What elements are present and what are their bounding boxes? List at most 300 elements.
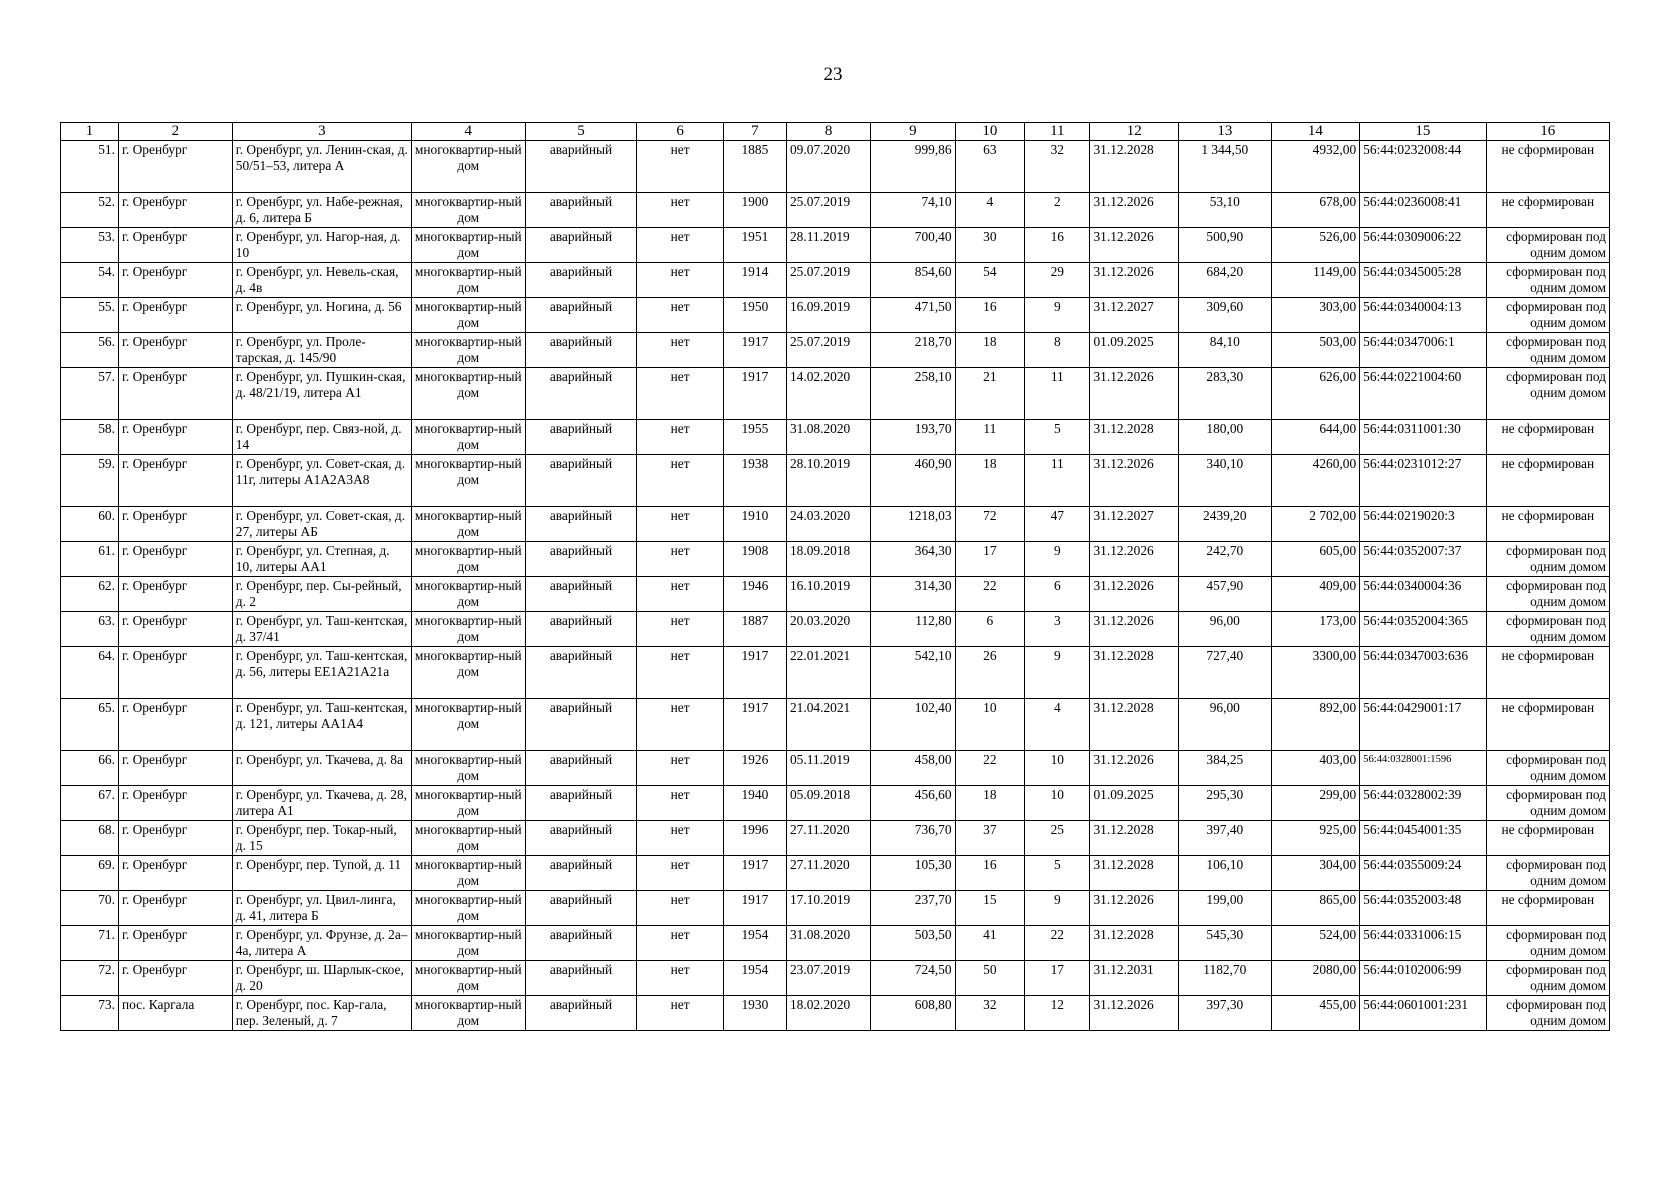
cell-area-residential: 727,40 (1178, 647, 1271, 699)
cell-row-number: 64. (61, 647, 119, 699)
cell-resettlement-date: 31.12.2028 (1090, 420, 1179, 455)
cell-resettlement-date: 31.12.2026 (1090, 228, 1179, 263)
cell-cadastral-number: 56:44:0340004:13 (1360, 298, 1486, 333)
cell-recognition-date: 20.03.2020 (786, 612, 870, 647)
cell-residents: 22 (955, 577, 1025, 612)
cell-house-type: многоквартир-ный дом (411, 751, 525, 786)
cell-recognition-date: 21.04.2021 (786, 699, 870, 751)
cell-recognition-date: 31.08.2020 (786, 926, 870, 961)
cell-area-residential: 340,10 (1178, 455, 1271, 507)
cell-house-type: многоквартир-ный дом (411, 368, 525, 420)
cell-resettlement-date: 31.12.2028 (1090, 926, 1179, 961)
cell-cadastral-number: 56:44:0347006:1 (1360, 333, 1486, 368)
cell-land-area: 299,00 (1271, 786, 1360, 821)
cell-build-year: 1954 (723, 961, 786, 996)
cell-area-residential: 457,90 (1178, 577, 1271, 612)
cell-cadastral-number: 56:44:0232008:44 (1360, 141, 1486, 193)
cell-settlement: г. Оренбург (118, 891, 232, 926)
cell-total-area: 736,70 (871, 821, 955, 856)
cell-land-area: 4260,00 (1271, 455, 1360, 507)
cell-cadastral-number: 56:44:0345005:28 (1360, 263, 1486, 298)
cell-row-number: 68. (61, 821, 119, 856)
cell-land-status: не сформирован (1486, 647, 1609, 699)
cell-total-area: 542,10 (871, 647, 955, 699)
cell-demolished: нет (637, 961, 723, 996)
cell-house-type: многоквартир-ный дом (411, 455, 525, 507)
column-header-9: 9 (871, 123, 955, 141)
cell-area-residential: 96,00 (1178, 699, 1271, 751)
cell-row-number: 61. (61, 542, 119, 577)
cell-address: г. Оренбург, ул. Проле-тарская, д. 145/90 (232, 333, 411, 368)
cell-land-status: не сформирован (1486, 507, 1609, 542)
cell-land-area: 865,00 (1271, 891, 1360, 926)
cell-recognition-date: 24.03.2020 (786, 507, 870, 542)
cell-land-area: 304,00 (1271, 856, 1360, 891)
cell-rooms: 5 (1025, 856, 1090, 891)
cell-address: г. Оренбург, ул. Совет-ская, д. 27, литеры АБ (232, 507, 411, 542)
cell-row-number: 53. (61, 228, 119, 263)
cell-demolished: нет (637, 786, 723, 821)
column-header-16: 16 (1486, 123, 1609, 141)
cell-condition: аварийный (525, 368, 637, 420)
table-row (61, 263, 1610, 298)
cell-total-area: 456,60 (871, 786, 955, 821)
cell-resettlement-date: 31.12.2026 (1090, 542, 1179, 577)
cell-demolished: нет (637, 577, 723, 612)
cell-cadastral-number: 56:44:0352007:37 (1360, 542, 1486, 577)
cell-total-area: 193,70 (871, 420, 955, 455)
cell-build-year: 1946 (723, 577, 786, 612)
cell-house-type: многоквартир-ный дом (411, 961, 525, 996)
cell-area-residential: 84,10 (1178, 333, 1271, 368)
cell-address: г. Оренбург, ул. Набе-режная, д. 6, литера Б (232, 193, 411, 228)
column-header-2: 2 (118, 123, 232, 141)
cell-land-status: не сформирован (1486, 420, 1609, 455)
cell-recognition-date: 18.02.2020 (786, 996, 870, 1031)
cell-address: г. Оренбург, ул. Нагор-ная, д. 10 (232, 228, 411, 263)
cell-cadastral-number: 56:44:0311001:30 (1360, 420, 1486, 455)
cell-house-type: многоквартир-ный дом (411, 786, 525, 821)
cell-resettlement-date: 31.12.2026 (1090, 263, 1179, 298)
cell-house-type: многоквартир-ный дом (411, 507, 525, 542)
cell-rooms: 6 (1025, 577, 1090, 612)
cell-row-number: 62. (61, 577, 119, 612)
table-row (61, 507, 1610, 542)
cell-condition: аварийный (525, 507, 637, 542)
column-header-4: 4 (411, 123, 525, 141)
table-row (61, 193, 1610, 228)
cell-demolished: нет (637, 455, 723, 507)
cell-address: г. Оренбург, ул. Ткачева, д. 28, литера А1 (232, 786, 411, 821)
cell-rooms: 12 (1025, 996, 1090, 1031)
cell-build-year: 1900 (723, 193, 786, 228)
cell-cadastral-number: 56:44:0231012:27 (1360, 455, 1486, 507)
cell-total-area: 364,30 (871, 542, 955, 577)
cell-address: г. Оренбург, ул. Степная, д. 10, литеры АА1 (232, 542, 411, 577)
cell-cadastral-number: 56:44:0102006:99 (1360, 961, 1486, 996)
cell-land-status: сформирован под одним домом (1486, 996, 1609, 1031)
cell-cadastral-number: 56:44:0328001:1596 (1360, 751, 1486, 786)
cell-house-type: многоквартир-ный дом (411, 263, 525, 298)
cell-demolished: нет (637, 542, 723, 577)
column-header-5: 5 (525, 123, 637, 141)
cell-rooms: 17 (1025, 961, 1090, 996)
cell-land-area: 626,00 (1271, 368, 1360, 420)
cell-house-type: многоквартир-ный дом (411, 193, 525, 228)
cell-residents: 6 (955, 612, 1025, 647)
cell-land-status: не сформирован (1486, 821, 1609, 856)
cell-residents: 15 (955, 891, 1025, 926)
cell-recognition-date: 17.10.2019 (786, 891, 870, 926)
cell-condition: аварийный (525, 455, 637, 507)
table-row (61, 961, 1610, 996)
column-header-10: 10 (955, 123, 1025, 141)
cell-rooms: 9 (1025, 891, 1090, 926)
table-row (61, 856, 1610, 891)
cell-address: г. Оренбург, ш. Шарлык-ское, д. 20 (232, 961, 411, 996)
cell-total-area: 999,86 (871, 141, 955, 193)
cell-resettlement-date: 31.12.2026 (1090, 751, 1179, 786)
cell-land-status: сформирован под одним домом (1486, 542, 1609, 577)
table-row (61, 298, 1610, 333)
cell-settlement: г. Оренбург (118, 612, 232, 647)
cell-condition: аварийный (525, 298, 637, 333)
cell-land-status: сформирован под одним домом (1486, 961, 1609, 996)
cell-land-status: сформирован под одним домом (1486, 786, 1609, 821)
cell-condition: аварийный (525, 699, 637, 751)
cell-address: г. Оренбург, ул. Ткачева, д. 8а (232, 751, 411, 786)
page-number: 23 (823, 64, 843, 85)
cell-condition: аварийный (525, 821, 637, 856)
cell-address: г. Оренбург, ул. Пушкин-ская, д. 48/21/19, литера А1 (232, 368, 411, 420)
cell-address: г. Оренбург, ул. Фрунзе, д. 2а–4а, литера А (232, 926, 411, 961)
cell-demolished: нет (637, 298, 723, 333)
table-row (61, 228, 1610, 263)
cell-total-area: 471,50 (871, 298, 955, 333)
cell-rooms: 32 (1025, 141, 1090, 193)
cell-house-type: многоквартир-ный дом (411, 926, 525, 961)
cell-residents: 37 (955, 821, 1025, 856)
cell-address: г. Оренбург, пер. Связ-ной, д. 14 (232, 420, 411, 455)
cell-condition: аварийный (525, 786, 637, 821)
table-row (61, 647, 1610, 699)
cell-resettlement-date: 31.12.2026 (1090, 612, 1179, 647)
cell-area-residential: 684,20 (1178, 263, 1271, 298)
cell-build-year: 1940 (723, 786, 786, 821)
cell-land-area: 678,00 (1271, 193, 1360, 228)
cell-build-year: 1996 (723, 821, 786, 856)
cell-row-number: 72. (61, 961, 119, 996)
cell-residents: 17 (955, 542, 1025, 577)
cell-land-area: 644,00 (1271, 420, 1360, 455)
cell-resettlement-date: 31.12.2028 (1090, 821, 1179, 856)
cell-recognition-date: 05.09.2018 (786, 786, 870, 821)
cell-address: г. Оренбург, ул. Ленин-ская, д. 50/51–53, литера А (232, 141, 411, 193)
column-header-1: 1 (61, 123, 119, 141)
cell-cadastral-number: 56:44:0331006:15 (1360, 926, 1486, 961)
cell-row-number: 59. (61, 455, 119, 507)
cell-settlement: г. Оренбург (118, 193, 232, 228)
cell-cadastral-number: 56:44:0352004:365 (1360, 612, 1486, 647)
cell-house-type: многоквартир-ный дом (411, 228, 525, 263)
cell-residents: 50 (955, 961, 1025, 996)
cell-area-residential: 2439,20 (1178, 507, 1271, 542)
cell-house-type: многоквартир-ный дом (411, 891, 525, 926)
cell-settlement: г. Оренбург (118, 699, 232, 751)
cell-total-area: 105,30 (871, 856, 955, 891)
cell-house-type: многоквартир-ный дом (411, 333, 525, 368)
cell-house-type: многоквартир-ный дом (411, 612, 525, 647)
cell-recognition-date: 28.10.2019 (786, 455, 870, 507)
cell-address: г. Оренбург, пер. Сы-рейный, д. 2 (232, 577, 411, 612)
cell-build-year: 1917 (723, 699, 786, 751)
cell-address: г. Оренбург, пос. Кар-гала, пер. Зеленый, д. 7 (232, 996, 411, 1031)
cell-row-number: 55. (61, 298, 119, 333)
cell-area-residential: 545,30 (1178, 926, 1271, 961)
cell-area-residential: 397,40 (1178, 821, 1271, 856)
cell-land-status: сформирован под одним домом (1486, 263, 1609, 298)
cell-build-year: 1908 (723, 542, 786, 577)
column-header-12: 12 (1090, 123, 1179, 141)
cell-settlement: г. Оренбург (118, 786, 232, 821)
table-row (61, 141, 1610, 193)
cell-resettlement-date: 31.12.2028 (1090, 856, 1179, 891)
cell-land-status: сформирован под одним домом (1486, 612, 1609, 647)
cell-area-residential: 309,60 (1178, 298, 1271, 333)
cell-area-residential: 180,00 (1178, 420, 1271, 455)
cell-residents: 18 (955, 455, 1025, 507)
cell-residents: 30 (955, 228, 1025, 263)
column-header-11: 11 (1025, 123, 1090, 141)
cell-residents: 11 (955, 420, 1025, 455)
cell-build-year: 1955 (723, 420, 786, 455)
cell-total-area: 608,80 (871, 996, 955, 1031)
cell-recognition-date: 27.11.2020 (786, 821, 870, 856)
table-row (61, 577, 1610, 612)
cell-total-area: 854,60 (871, 263, 955, 298)
cell-demolished: нет (637, 263, 723, 298)
cell-rooms: 4 (1025, 699, 1090, 751)
cell-land-status: не сформирован (1486, 141, 1609, 193)
cell-row-number: 57. (61, 368, 119, 420)
cell-build-year: 1951 (723, 228, 786, 263)
cell-land-status: не сформирован (1486, 455, 1609, 507)
cell-house-type: многоквартир-ный дом (411, 821, 525, 856)
cell-area-residential: 96,00 (1178, 612, 1271, 647)
cell-resettlement-date: 31.12.2026 (1090, 193, 1179, 228)
cell-total-area: 314,30 (871, 577, 955, 612)
table-row (61, 612, 1610, 647)
cell-land-area: 3300,00 (1271, 647, 1360, 699)
cell-condition: аварийный (525, 577, 637, 612)
cell-land-status: сформирован под одним домом (1486, 228, 1609, 263)
cell-address: г. Оренбург, ул. Ногина, д. 56 (232, 298, 411, 333)
cell-cadastral-number: 56:44:0347003:636 (1360, 647, 1486, 699)
cell-build-year: 1885 (723, 141, 786, 193)
cell-settlement: г. Оренбург (118, 647, 232, 699)
table-row (61, 786, 1610, 821)
cell-area-residential: 384,25 (1178, 751, 1271, 786)
cell-resettlement-date: 31.12.2026 (1090, 891, 1179, 926)
cell-land-area: 4932,00 (1271, 141, 1360, 193)
cell-land-area: 503,00 (1271, 333, 1360, 368)
cell-cadastral-number: 56:44:0355009:24 (1360, 856, 1486, 891)
cell-row-number: 66. (61, 751, 119, 786)
cell-residents: 63 (955, 141, 1025, 193)
cell-land-area: 303,00 (1271, 298, 1360, 333)
cell-land-status: сформирован под одним домом (1486, 856, 1609, 891)
cell-residents: 10 (955, 699, 1025, 751)
cell-demolished: нет (637, 141, 723, 193)
cell-condition: аварийный (525, 996, 637, 1031)
cell-area-residential: 397,30 (1178, 996, 1271, 1031)
cell-demolished: нет (637, 996, 723, 1031)
cell-land-area: 524,00 (1271, 926, 1360, 961)
cell-address: г. Оренбург, пер. Токар-ный, д. 15 (232, 821, 411, 856)
cell-build-year: 1914 (723, 263, 786, 298)
cell-land-area: 403,00 (1271, 751, 1360, 786)
cell-house-type: многоквартир-ный дом (411, 298, 525, 333)
cell-build-year: 1917 (723, 368, 786, 420)
cell-cadastral-number: 56:44:0328002:39 (1360, 786, 1486, 821)
cell-residents: 26 (955, 647, 1025, 699)
cell-total-area: 460,90 (871, 455, 955, 507)
cell-demolished: нет (637, 699, 723, 751)
cell-demolished: нет (637, 821, 723, 856)
cell-row-number: 52. (61, 193, 119, 228)
cell-residents: 21 (955, 368, 1025, 420)
cell-cadastral-number: 56:44:0340004:36 (1360, 577, 1486, 612)
cell-settlement: г. Оренбург (118, 926, 232, 961)
cell-resettlement-date: 01.09.2025 (1090, 786, 1179, 821)
table-row (61, 542, 1610, 577)
cell-area-residential: 500,90 (1178, 228, 1271, 263)
cell-recognition-date: 25.07.2019 (786, 333, 870, 368)
cell-recognition-date: 14.02.2020 (786, 368, 870, 420)
cell-total-area: 74,10 (871, 193, 955, 228)
cell-demolished: нет (637, 420, 723, 455)
cell-settlement: г. Оренбург (118, 298, 232, 333)
cell-cadastral-number: 56:44:0236008:41 (1360, 193, 1486, 228)
cell-recognition-date: 09.07.2020 (786, 141, 870, 193)
table-row (61, 996, 1610, 1031)
cell-land-area: 925,00 (1271, 821, 1360, 856)
cell-recognition-date: 27.11.2020 (786, 856, 870, 891)
cell-total-area: 458,00 (871, 751, 955, 786)
cell-residents: 54 (955, 263, 1025, 298)
cell-residents: 4 (955, 193, 1025, 228)
cell-recognition-date: 05.11.2019 (786, 751, 870, 786)
cell-row-number: 51. (61, 141, 119, 193)
cell-land-status: сформирован под одним домом (1486, 926, 1609, 961)
cell-demolished: нет (637, 926, 723, 961)
cell-cadastral-number: 56:44:0352003:48 (1360, 891, 1486, 926)
cell-land-status: не сформирован (1486, 193, 1609, 228)
cell-settlement: г. Оренбург (118, 577, 232, 612)
table-row (61, 926, 1610, 961)
cell-demolished: нет (637, 751, 723, 786)
cell-recognition-date: 25.07.2019 (786, 193, 870, 228)
table-body (61, 141, 1610, 1031)
cell-resettlement-date: 31.12.2028 (1090, 699, 1179, 751)
cell-recognition-date: 16.10.2019 (786, 577, 870, 612)
cell-rooms: 3 (1025, 612, 1090, 647)
cell-condition: аварийный (525, 751, 637, 786)
cell-residents: 16 (955, 856, 1025, 891)
cell-resettlement-date: 01.09.2025 (1090, 333, 1179, 368)
cell-cadastral-number: 56:44:0601001:231 (1360, 996, 1486, 1031)
column-header-7: 7 (723, 123, 786, 141)
cell-rooms: 10 (1025, 786, 1090, 821)
cell-address: г. Оренбург, ул. Совет-ская, д. 11г, литеры А1А2А3А8 (232, 455, 411, 507)
cell-demolished: нет (637, 891, 723, 926)
cell-demolished: нет (637, 507, 723, 542)
table-row (61, 455, 1610, 507)
cell-settlement: г. Оренбург (118, 507, 232, 542)
cell-build-year: 1954 (723, 926, 786, 961)
cell-total-area: 700,40 (871, 228, 955, 263)
cell-demolished: нет (637, 193, 723, 228)
cell-resettlement-date: 31.12.2026 (1090, 455, 1179, 507)
cell-build-year: 1926 (723, 751, 786, 786)
cell-rooms: 5 (1025, 420, 1090, 455)
cell-address: г. Оренбург, пер. Тупой, д. 11 (232, 856, 411, 891)
cell-recognition-date: 16.09.2019 (786, 298, 870, 333)
cell-house-type: многоквартир-ный дом (411, 996, 525, 1031)
cell-row-number: 58. (61, 420, 119, 455)
cell-residents: 72 (955, 507, 1025, 542)
cell-house-type: многоквартир-ный дом (411, 577, 525, 612)
column-header-6: 6 (637, 123, 723, 141)
cell-build-year: 1917 (723, 856, 786, 891)
table-row (61, 751, 1610, 786)
cell-settlement: г. Оренбург (118, 368, 232, 420)
cell-land-status: сформирован под одним домом (1486, 333, 1609, 368)
cell-condition: аварийный (525, 612, 637, 647)
column-header-14: 14 (1271, 123, 1360, 141)
cell-condition: аварийный (525, 856, 637, 891)
cell-row-number: 73. (61, 996, 119, 1031)
cell-rooms: 10 (1025, 751, 1090, 786)
cell-recognition-date: 25.07.2019 (786, 263, 870, 298)
table-row (61, 891, 1610, 926)
cell-land-area: 1149,00 (1271, 263, 1360, 298)
cell-settlement: пос. Каргала (118, 996, 232, 1031)
cell-settlement: г. Оренбург (118, 455, 232, 507)
cell-build-year: 1917 (723, 891, 786, 926)
cell-rooms: 9 (1025, 298, 1090, 333)
cell-rooms: 8 (1025, 333, 1090, 368)
cell-address: г. Оренбург, ул. Таш-кентская, д. 56, литеры ЕЕ1А21А21а (232, 647, 411, 699)
cell-row-number: 70. (61, 891, 119, 926)
cell-demolished: нет (637, 368, 723, 420)
cell-resettlement-date: 31.12.2027 (1090, 507, 1179, 542)
cell-settlement: г. Оренбург (118, 333, 232, 368)
cell-settlement: г. Оренбург (118, 961, 232, 996)
table-row (61, 420, 1610, 455)
cell-land-area: 526,00 (1271, 228, 1360, 263)
cell-rooms: 22 (1025, 926, 1090, 961)
cell-settlement: г. Оренбург (118, 263, 232, 298)
cell-rooms: 29 (1025, 263, 1090, 298)
cell-build-year: 1930 (723, 996, 786, 1031)
cell-condition: аварийный (525, 647, 637, 699)
table-row (61, 333, 1610, 368)
cell-land-status: сформирован под одним домом (1486, 368, 1609, 420)
cell-condition: аварийный (525, 333, 637, 368)
cell-rooms: 2 (1025, 193, 1090, 228)
cell-total-area: 237,70 (871, 891, 955, 926)
